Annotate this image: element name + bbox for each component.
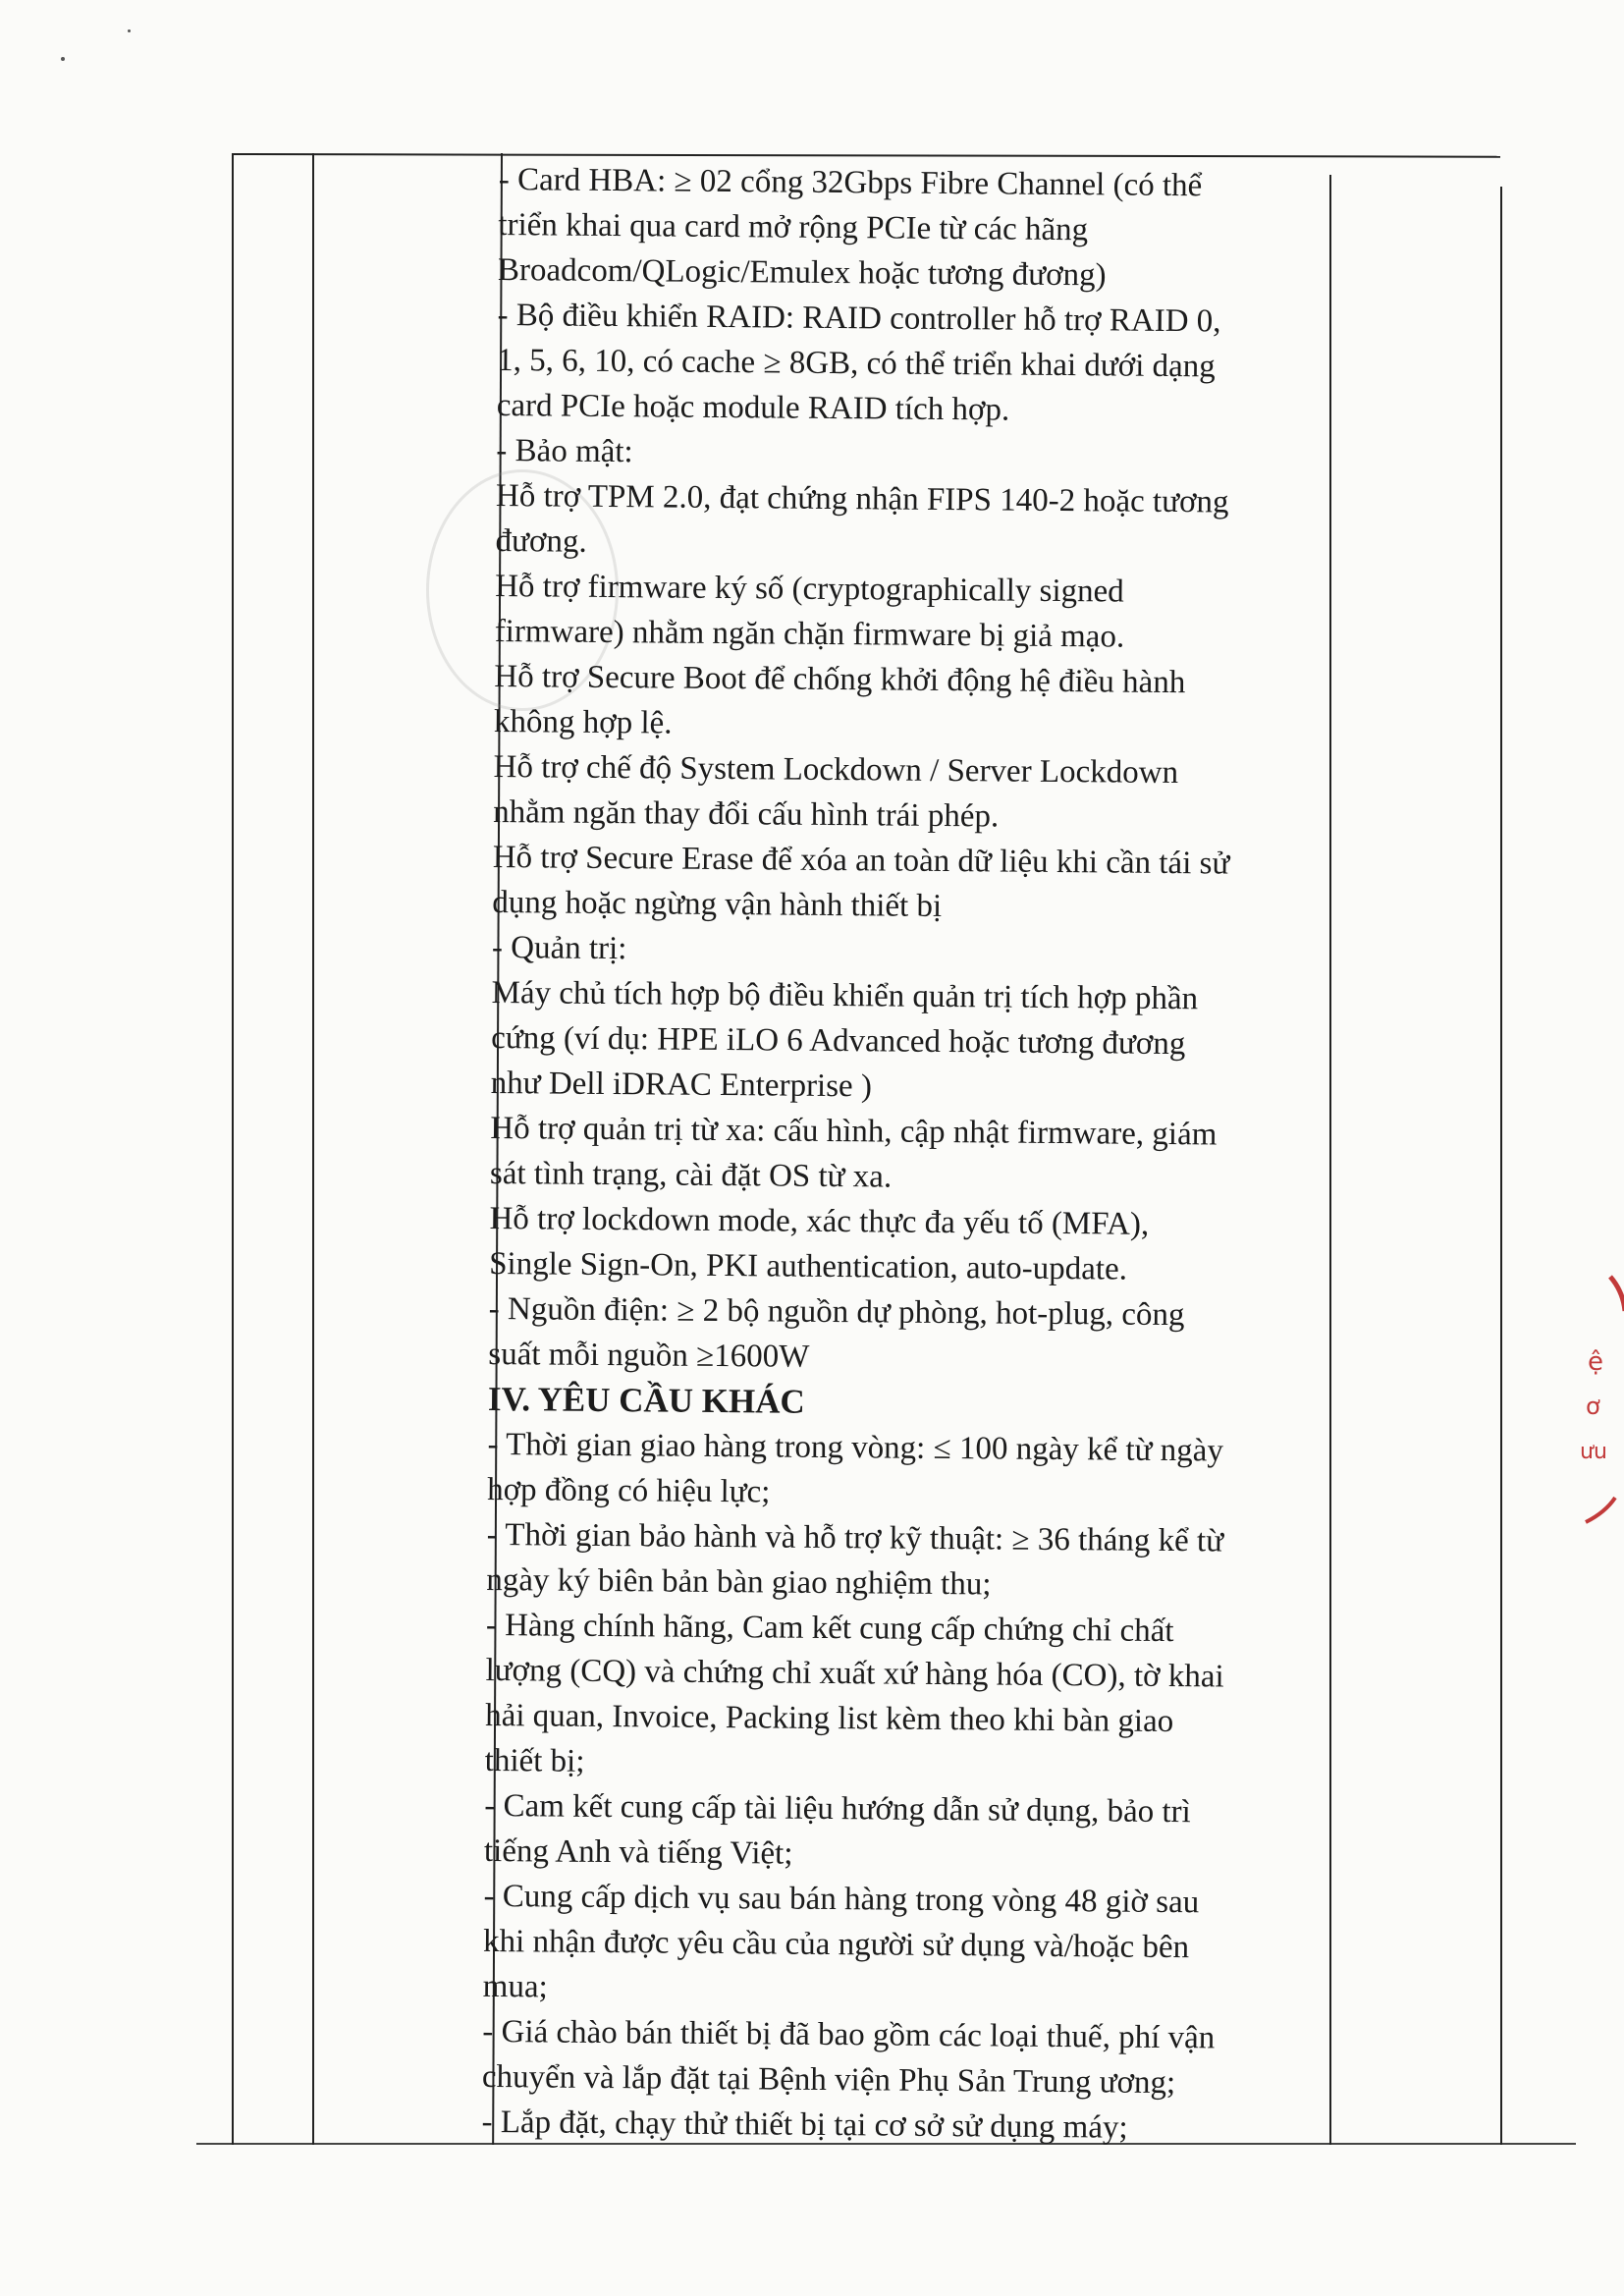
requirement-line: - Cung cấp dịch vụ sau bán hàng trong vòng 48 giờ sau (483, 1878, 1200, 1921)
table-col-line-5 (1500, 187, 1502, 2145)
spec-line: triển khai qua card mở rộng PCIe từ các hãng (498, 206, 1089, 248)
red-stamp-arc (1566, 1272, 1624, 1566)
spec-line: như Dell iDRAC Enterprise ) (490, 1065, 873, 1105)
spec-line: đương. (495, 522, 587, 560)
spec-line: sát tình trạng, cài đặt OS từ xa. (489, 1155, 893, 1195)
spec-line: suất mỗi nguồn ≥1600W (488, 1336, 810, 1375)
spec-line: Hỗ trợ Secure Boot để chống khởi động hệ điều hành (494, 658, 1186, 701)
spec-line: Single Sign-On, PKI authentication, auto-update. (489, 1245, 1128, 1287)
requirement-line: - Giá chào bán thiết bị đã bao gồm các loại thuế, phí vận (482, 2013, 1216, 2056)
scan-speck (128, 29, 131, 32)
requirement-line: - Thời gian bảo hành và hỗ trợ kỹ thuật: ≥ 36 tháng kể từ (486, 1516, 1224, 1559)
spec-content (481, 157, 1324, 2152)
requirement-line: hợp đồng có hiệu lực; (487, 1471, 771, 1510)
spec-line: Hỗ trợ Secure Erase để xóa an toàn dữ liệu khi cần tái sử (492, 839, 1230, 882)
table-top-border (234, 153, 1500, 158)
spec-line: dụng hoặc ngừng vận hành thiết bị (492, 884, 943, 924)
spec-line: Hỗ trợ firmware ký số (cryptographically signed (495, 568, 1124, 610)
requirement-line: hải quan, Invoice, Packing list kèm theo khi bàn giao (484, 1697, 1174, 1740)
spec-line: Hỗ trợ chế độ System Lockdown / Server Lockdown (493, 748, 1179, 792)
scan-speck (61, 57, 65, 61)
table-col-line-4 (1329, 175, 1331, 2145)
table-col-line-2 (312, 153, 314, 2145)
spec-line: Hỗ trợ TPM 2.0, đạt chứng nhận FIPS 140-2 hoặc tương (495, 477, 1229, 520)
spec-line: firmware) nhằm ngăn chặn firmware bị giả mạo. (494, 613, 1125, 655)
spec-line: card PCIe hoặc module RAID tích hợp. (496, 387, 1010, 428)
requirement-line: khi nhận được yêu cầu của người sử dụng và/hoặc bên (482, 1923, 1190, 1966)
stamp-text-2: ơ (1586, 1393, 1600, 1420)
spec-line: Hỗ trợ quản trị từ xa: cấu hình, cập nhật firmware, giám (490, 1110, 1218, 1153)
spec-lines (488, 157, 1324, 1384)
stamp-text-1: ệ (1588, 1347, 1603, 1377)
requirement-line: - Thời gian giao hàng trong vòng: ≤ 100 ngày kể từ ngày (487, 1426, 1224, 1469)
requirement-lines (481, 1422, 1312, 2152)
requirement-line: lượng (CQ) và chứng chỉ xuất xứ hàng hóa (CO), tờ khai (485, 1652, 1224, 1695)
spec-line: không hợp lệ. (493, 703, 673, 741)
requirement-line: chuyển và lắp đặt tại Bệnh viện Phụ Sản Trung ương; (481, 2058, 1176, 2102)
spec-line: 1, 5, 6, 10, có cache ≥ 8GB, có thể triển khai dưới dạng (497, 342, 1216, 385)
requirement-line: ngày ký biên bản bàn giao nghiệm thu; (486, 1561, 992, 1603)
spec-line: - Nguồn điện: ≥ 2 bộ nguồn dự phòng, hot-plug, công (488, 1290, 1185, 1334)
spec-line: Broadcom/QLogic/Emulex hoặc tương đương) (497, 251, 1107, 294)
spec-line: - Bảo mật: (496, 432, 633, 470)
table-col-line-1 (232, 153, 234, 2145)
spec-line: Hỗ trợ lockdown mode, xác thực đa yếu tố (MFA), (489, 1200, 1150, 1242)
requirement-line: mua; (482, 1968, 548, 2005)
requirement-line: - Cam kết cung cấp tài liệu hướng dẫn sử dụng, bảo trì (484, 1787, 1191, 1831)
spec-line: - Bộ điều khiển RAID: RAID controller hỗ trợ RAID 0, (497, 297, 1221, 340)
spec-line: cứng (ví dụ: HPE iLO 6 Advanced hoặc tương đương (491, 1019, 1186, 1063)
requirement-line: tiếng Anh và tiếng Việt; (483, 1832, 793, 1872)
spec-line: nhằm ngăn thay đổi cấu hình trái phép. (493, 793, 1000, 835)
stamp-text-3: ưu (1580, 1440, 1607, 1464)
spec-line: Máy chủ tích hợp bộ điều khiển quản trị tích hợp phần (491, 974, 1199, 1017)
spec-line: - Quản trị: (491, 929, 627, 967)
requirement-line: - Lắp đặt, chạy thử thiết bị tại cơ sở sử dụng máy; (481, 2104, 1128, 2146)
red-stamp-fragment (1566, 1272, 1624, 1566)
section-heading: IV. YÊU CẦU KHÁC (487, 1379, 805, 1421)
requirement-line: thiết bị; (484, 1742, 585, 1779)
requirement-line: - Hàng chính hãng, Cam kết cung cấp chứng chỉ chất (485, 1607, 1174, 1650)
spec-line: - Card HBA: ≥ 02 cổng 32Gbps Fibre Channel (có thể (498, 161, 1203, 204)
